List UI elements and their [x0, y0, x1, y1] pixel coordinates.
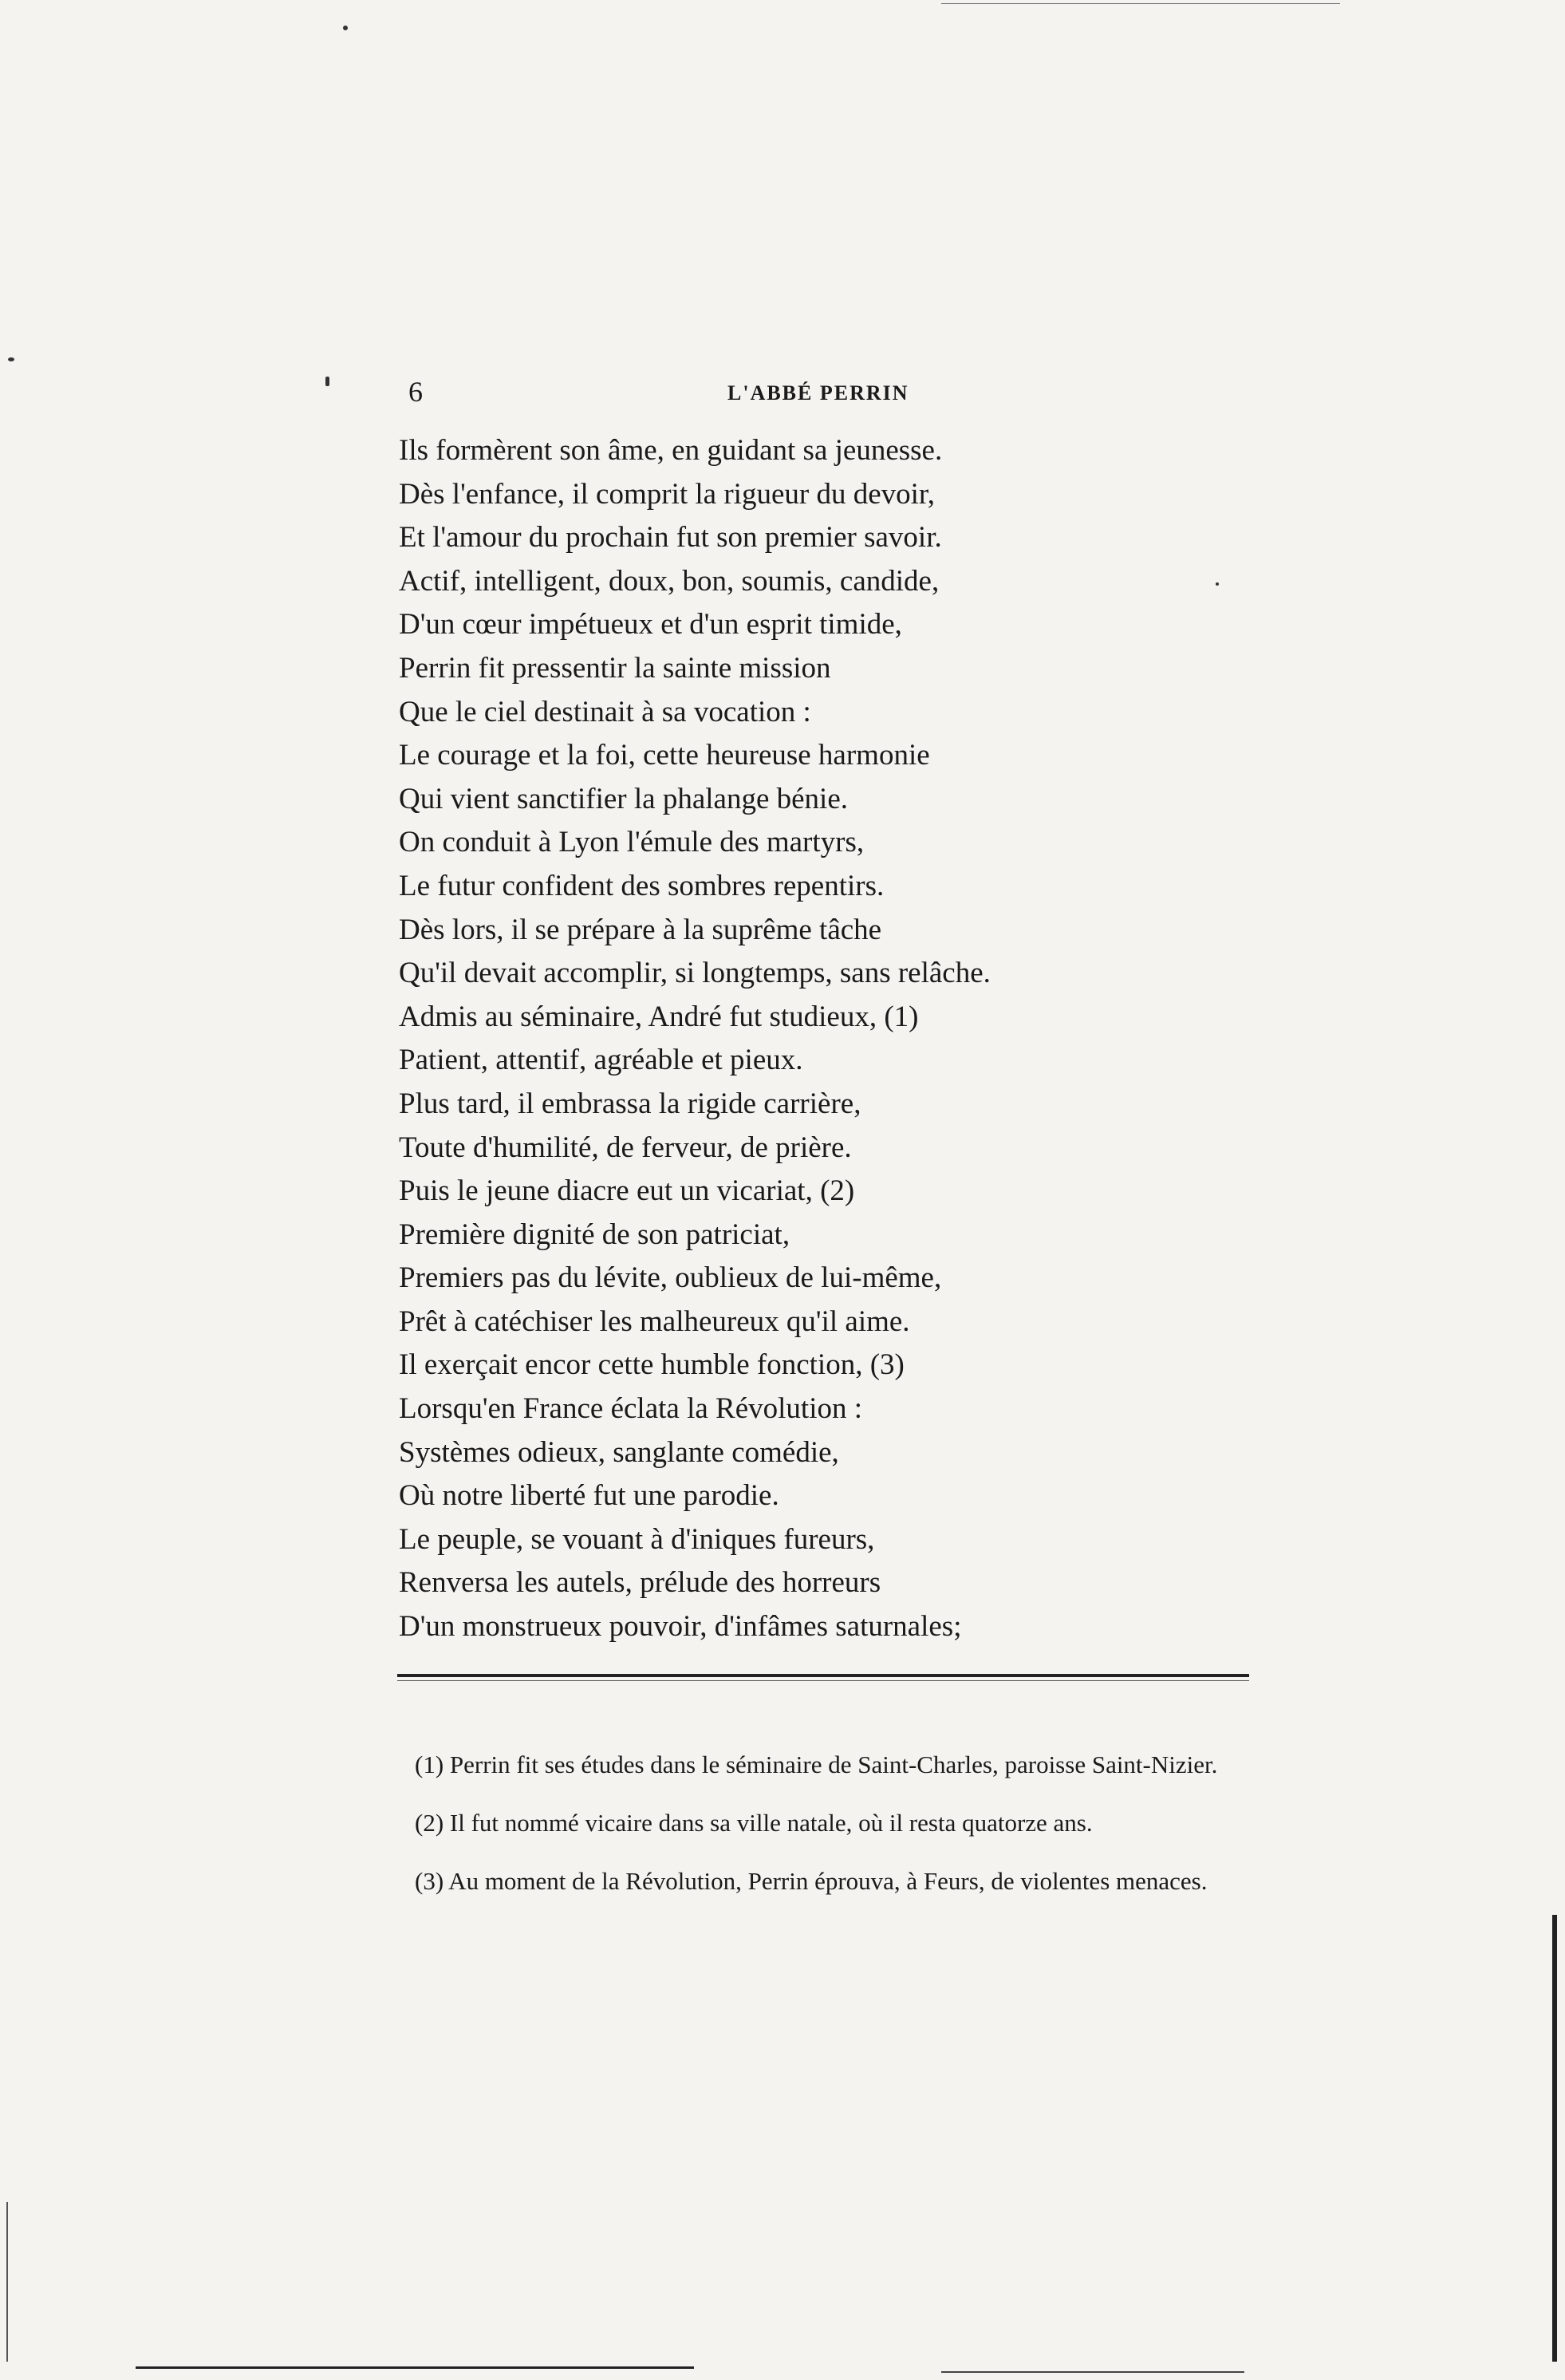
poem-line: Le courage et la foi, cette heureuse harmonie	[399, 739, 930, 772]
scan-edge-line	[6, 2202, 8, 2362]
scan-speck	[8, 357, 14, 361]
poem-line: Patient, attentif, agréable et pieux.	[399, 1044, 803, 1077]
scan-speck	[343, 26, 348, 30]
running-title: L'ABBÉ PERRIN	[727, 381, 909, 405]
poem-line: Le futur confident des sombres repentirs.	[399, 869, 885, 902]
poem-line: Où notre liberté fut une parodie.	[399, 1479, 779, 1513]
footnote-separator-hairline	[397, 1680, 1249, 1681]
poem-line: Perrin fit pressentir la sainte mission	[399, 651, 831, 685]
poem-line: Actif, intelligent, doux, bon, soumis, candide,	[399, 564, 940, 598]
poem-line: D'un cœur impétueux et d'un esprit timide,	[399, 608, 902, 641]
scan-edge-line	[1552, 1915, 1557, 2362]
poem-line: Lorsqu'en France éclata la Révolution :	[399, 1392, 862, 1426]
poem-line: Première dignité de son patriciat,	[399, 1218, 790, 1251]
running-head	[408, 375, 935, 415]
poem-line: Que le ciel destinait à sa vocation :	[399, 695, 811, 728]
poem-line: Dès l'enfance, il comprit la rigueur du devoir,	[399, 477, 935, 511]
footnotes	[391, 1723, 1252, 1908]
poem-line: Il exerçait encor cette humble fonction, (3)	[399, 1348, 905, 1382]
poem-line: Premiers pas du lévite, oublieux de lui-même,	[399, 1261, 942, 1295]
scan-bottom-line	[136, 2366, 694, 2369]
poem-line: Puis le jeune diacre eut un vicariat, (2)	[399, 1174, 855, 1208]
poem-line: Et l'amour du prochain fut son premier savoir.	[399, 521, 942, 555]
poem-line: Systèmes odieux, sanglante comédie,	[399, 1435, 839, 1469]
poem-line: Ils formèrent son âme, en guidant sa jeunesse.	[399, 434, 943, 467]
poem-line: Plus tard, il embrassa la rigide carrière,	[399, 1087, 861, 1120]
footnote-separator-rule	[397, 1674, 1249, 1677]
scan-speck	[325, 377, 329, 386]
poem-line: Qui vient sanctifier la phalange bénie.	[399, 782, 849, 815]
poem-line: Dès lors, il se prépare à la suprême tâche	[399, 913, 882, 946]
poem	[399, 429, 1276, 1649]
page-number: 6	[408, 376, 423, 408]
scan-top-line	[941, 3, 1340, 4]
poem-line: D'un monstrueux pouvoir, d'infâmes saturnales;	[399, 1610, 962, 1644]
poem-line: Prêt à catéchiser les malheureux qu'il aime.	[399, 1304, 910, 1338]
scan-bottom-line	[941, 2371, 1244, 2373]
poem-line: On conduit à Lyon l'émule des martyrs,	[399, 826, 865, 859]
poem-line: Renversa les autels, prélude des horreurs	[399, 1566, 881, 1600]
footnote-3: (3) Au moment de la Révolution, Perrin éprouva, à Feurs, de violentes menaces.	[415, 1867, 1208, 1895]
footnote-1: (1) Perrin fit ses études dans le séminaire de Saint-Charles, paroisse Saint-Nizier.	[415, 1750, 1218, 1778]
poem-line: Toute d'humilité, de ferveur, de prière.	[399, 1131, 852, 1164]
poem-line: Admis au séminaire, André fut studieux, (1)	[399, 1000, 919, 1033]
poem-line: Qu'il devait accomplir, si longtemps, sans relâche.	[399, 957, 991, 990]
poem-line: Le peuple, se vouant à d'iniques fureurs,	[399, 1522, 875, 1556]
scan-speck	[1216, 582, 1219, 586]
footnote-2: (2) Il fut nommé vicaire dans sa ville natale, où il resta quatorze ans.	[415, 1809, 1093, 1837]
